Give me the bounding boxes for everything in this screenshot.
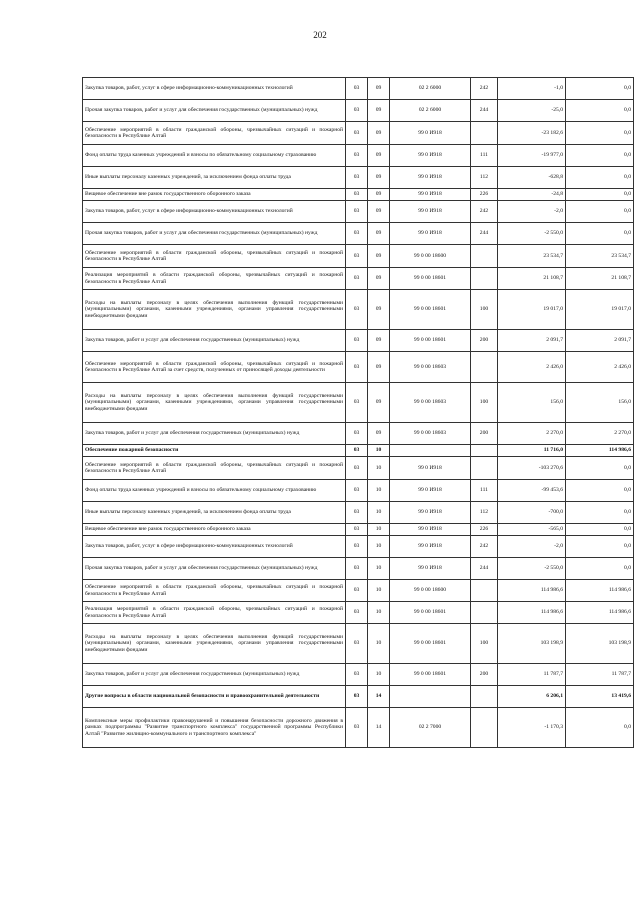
- target-article-code: 99 0 И918: [390, 524, 471, 536]
- subsection-code: 09: [368, 167, 390, 189]
- amount-total: 0,0: [566, 223, 634, 245]
- table-row: [83, 502, 634, 524]
- section-code: 03: [346, 223, 368, 245]
- expense-type-code: 112: [471, 167, 498, 189]
- amount-change: -565,0: [498, 524, 566, 536]
- amount-total: 0,0: [566, 708, 634, 748]
- section-code: 03: [346, 524, 368, 536]
- row-name: Фонд оплаты труда казенных учреждений и взносы по обязательному социальному страхованию: [83, 480, 346, 502]
- row-name: Обеспечение мероприятий в области гражданской обороны, чрезвычайных ситуаций и пожарной безопасности в Республике Алтай: [83, 457, 346, 480]
- row-name: Вещевое обеспечение вне рамок государственного оборонного заказа: [83, 189, 346, 201]
- table-row: [83, 223, 634, 245]
- subsection-code: 10: [368, 502, 390, 524]
- amount-total: 2 426,0: [566, 352, 634, 383]
- amount-change: 11 787,7: [498, 664, 566, 686]
- expense-type-code: 100: [471, 290, 498, 330]
- expense-type-code: 111: [471, 145, 498, 167]
- row-name: Обеспечение мероприятий в области гражданской обороны, чрезвычайных ситуаций и пожарной безопасности в Республике Алтай: [83, 245, 346, 268]
- section-code: 03: [346, 664, 368, 686]
- target-article-code: 99 0 И918: [390, 201, 471, 223]
- target-article-code: 99 0 И918: [390, 223, 471, 245]
- subsection-code: 09: [368, 100, 390, 122]
- expense-type-code: [471, 352, 498, 383]
- expense-type-code: 244: [471, 223, 498, 245]
- amount-change: -24,8: [498, 189, 566, 201]
- row-name: Закупка товаров, работ, услуг в сфере информационно-коммуникационных технологий: [83, 201, 346, 223]
- amount-change: -628,8: [498, 167, 566, 189]
- expense-type-code: 226: [471, 524, 498, 536]
- row-name: Обеспечение мероприятий в области гражданской обороны, чрезвычайных ситуаций и пожарной безопасности в Республике Алтай: [83, 122, 346, 145]
- amount-change: 114 986,6: [498, 602, 566, 624]
- section-code: 03: [346, 502, 368, 524]
- target-article-code: 99 0 00 18601: [390, 664, 471, 686]
- row-name: Фонд оплаты труда казенных учреждений и взносы по обязательному социальному страхованию: [83, 145, 346, 167]
- amount-change: -700,0: [498, 502, 566, 524]
- subsection-code: 10: [368, 480, 390, 502]
- table-row: [83, 78, 634, 100]
- row-name: Закупка товаров, работ, услуг в сфере информационно-коммуникационных технологий: [83, 78, 346, 100]
- amount-total: 156,0: [566, 383, 634, 423]
- amount-change: 11 716,0: [498, 445, 566, 457]
- section-code: 03: [346, 480, 368, 502]
- amount-total: 23 534,7: [566, 245, 634, 268]
- subsection-code: 10: [368, 624, 390, 664]
- subsection-code: 10: [368, 580, 390, 602]
- section-code: 03: [346, 189, 368, 201]
- amount-change: 2 426,0: [498, 352, 566, 383]
- table-row: [83, 536, 634, 558]
- table-row: [83, 352, 634, 383]
- subsection-code: 09: [368, 383, 390, 423]
- target-article-code: 99 0 И918: [390, 536, 471, 558]
- target-article-code: 02 2 6000: [390, 100, 471, 122]
- table-row: [83, 686, 634, 708]
- amount-change: -103 270,6: [498, 457, 566, 480]
- expense-type-code: 244: [471, 558, 498, 580]
- section-code: 03: [346, 122, 368, 145]
- amount-total: 11 787,7: [566, 664, 634, 686]
- section-code: 03: [346, 78, 368, 100]
- subsection-code: 09: [368, 78, 390, 100]
- amount-total: 0,0: [566, 189, 634, 201]
- amount-change: 19 017,0: [498, 290, 566, 330]
- table-row: [83, 602, 634, 624]
- target-article-code: 02 2 6000: [390, 78, 471, 100]
- target-article-code: 99 0 И918: [390, 480, 471, 502]
- target-article-code: 02 2 7000: [390, 708, 471, 748]
- amount-change: -25,0: [498, 100, 566, 122]
- table-row: [83, 167, 634, 189]
- subsection-code: 10: [368, 524, 390, 536]
- subsection-code: 09: [368, 423, 390, 445]
- target-article-code: 99 0 00 18601: [390, 290, 471, 330]
- section-code: 03: [346, 268, 368, 290]
- section-code: 03: [346, 708, 368, 748]
- subsection-code: 09: [368, 268, 390, 290]
- table-row: [83, 524, 634, 536]
- section-code: 03: [346, 167, 368, 189]
- expense-type-code: [471, 457, 498, 480]
- expense-type-code: [471, 580, 498, 602]
- subsection-code: 14: [368, 708, 390, 748]
- amount-change: -2 550,0: [498, 558, 566, 580]
- subsection-code: 09: [368, 201, 390, 223]
- table-row: [83, 100, 634, 122]
- amount-change: -19 977,0: [498, 145, 566, 167]
- row-name: Закупка товаров, работ и услуг для обеспечения государственных (муниципальных) нужд: [83, 330, 346, 352]
- row-name: Расходы на выплаты персоналу в целях обеспечения выполнения функций государственными (муниципальными) органами, казенными учреждениями, органами управления государственными внебюджетными фондами: [83, 383, 346, 423]
- section-code: 03: [346, 245, 368, 268]
- row-name: Прочая закупка товаров, работ и услуг для обеспечения государственных (муниципальных) нужд: [83, 558, 346, 580]
- table-row: [83, 423, 634, 445]
- section-code: 03: [346, 100, 368, 122]
- section-code: 03: [346, 330, 368, 352]
- amount-total: 13 419,6: [566, 686, 634, 708]
- target-article-code: [390, 445, 471, 457]
- subsection-code: 09: [368, 330, 390, 352]
- amount-change: -1,0: [498, 78, 566, 100]
- expense-type-code: 226: [471, 189, 498, 201]
- subsection-code: 10: [368, 664, 390, 686]
- table-row: [83, 290, 634, 330]
- table-row: [83, 145, 634, 167]
- expense-type-code: 242: [471, 536, 498, 558]
- amount-change: 114 986,6: [498, 580, 566, 602]
- subsection-code: 09: [368, 245, 390, 268]
- row-name: Реализация мероприятий в области гражданской обороны, чрезвычайных ситуаций и пожарной безопасности в Республике Алтай: [83, 602, 346, 624]
- section-code: 03: [346, 580, 368, 602]
- table-row: [83, 480, 634, 502]
- table-row: [83, 457, 634, 480]
- section-code: 03: [346, 686, 368, 708]
- section-code: 03: [346, 624, 368, 664]
- amount-change: 2 270,0: [498, 423, 566, 445]
- target-article-code: 99 0 00 18601: [390, 330, 471, 352]
- section-code: 03: [346, 352, 368, 383]
- expense-type-code: 100: [471, 383, 498, 423]
- amount-change: 6 206,1: [498, 686, 566, 708]
- row-name: Прочая закупка товаров, работ и услуг для обеспечения государственных (муниципальных) нужд: [83, 100, 346, 122]
- expense-type-code: [471, 602, 498, 624]
- amount-total: 0,0: [566, 145, 634, 167]
- target-article-code: 99 0 И918: [390, 122, 471, 145]
- table-row: [83, 189, 634, 201]
- amount-change: 2 091,7: [498, 330, 566, 352]
- amount-total: 0,0: [566, 78, 634, 100]
- table-row: [83, 580, 634, 602]
- section-code: 03: [346, 558, 368, 580]
- row-name: Обеспечение пожарной безопасности: [83, 445, 346, 457]
- table-row: [83, 201, 634, 223]
- target-article-code: 99 0 00 18601: [390, 268, 471, 290]
- expense-type-code: 200: [471, 330, 498, 352]
- table-row: [83, 268, 634, 290]
- target-article-code: 99 0 00 18600: [390, 245, 471, 268]
- amount-total: 114 986,6: [566, 580, 634, 602]
- amount-total: 0,0: [566, 122, 634, 145]
- section-code: 03: [346, 602, 368, 624]
- subsection-code: 10: [368, 602, 390, 624]
- expense-type-code: 200: [471, 423, 498, 445]
- amount-total: 103 198,9: [566, 624, 634, 664]
- subsection-code: 14: [368, 686, 390, 708]
- target-article-code: 99 0 И918: [390, 145, 471, 167]
- amount-change: -1 170,3: [498, 708, 566, 748]
- target-article-code: 99 0 00 18601: [390, 624, 471, 664]
- expense-type-code: 111: [471, 480, 498, 502]
- amount-total: 0,0: [566, 457, 634, 480]
- subsection-code: 09: [368, 122, 390, 145]
- section-code: 03: [346, 145, 368, 167]
- amount-total: 21 108,7: [566, 268, 634, 290]
- target-article-code: 99 0 00 18603: [390, 423, 471, 445]
- section-code: 03: [346, 290, 368, 330]
- amount-total: 114 986,6: [566, 445, 634, 457]
- subsection-code: 10: [368, 445, 390, 457]
- subsection-code: 09: [368, 145, 390, 167]
- table-body: [83, 78, 634, 748]
- row-name: Реализация мероприятий в области гражданской обороны, чрезвычайных ситуаций и пожарной безопасности в Республике Алтай: [83, 268, 346, 290]
- section-code: 03: [346, 201, 368, 223]
- target-article-code: 99 0 И918: [390, 457, 471, 480]
- expense-type-code: [471, 445, 498, 457]
- expense-type-code: [471, 708, 498, 748]
- amount-change: 23 534,7: [498, 245, 566, 268]
- row-name: Закупка товаров, работ и услуг для обеспечения государственных (муниципальных) нужд: [83, 423, 346, 445]
- section-code: 03: [346, 536, 368, 558]
- subsection-code: 09: [368, 290, 390, 330]
- row-name: Комплексные меры профилактики правонарушений и повышения безопасности дорожного движения в рамках подпрограммы "Развитие транспортного комплекса" государственной программы Республики Алтай "Развитие жилищно-коммунального и транспортного комплекса": [83, 708, 346, 748]
- expense-type-code: [471, 686, 498, 708]
- section-code: 03: [346, 457, 368, 480]
- table-row: [83, 624, 634, 664]
- expense-type-code: [471, 268, 498, 290]
- table-row: [83, 558, 634, 580]
- amount-total: 2 270,0: [566, 423, 634, 445]
- section-code: 03: [346, 383, 368, 423]
- row-name: Закупка товаров, работ, услуг в сфере информационно-коммуникационных технологий: [83, 536, 346, 558]
- section-code: 03: [346, 423, 368, 445]
- target-article-code: 99 0 00 18603: [390, 383, 471, 423]
- row-name: Иные выплаты персоналу казенных учреждений, за исключением фонда оплаты труда: [83, 167, 346, 189]
- amount-change: -99 453,6: [498, 480, 566, 502]
- subsection-code: 10: [368, 558, 390, 580]
- row-name: Обеспечение мероприятий в области гражданской обороны, чрезвычайных ситуаций и пожарной безопасности в Республике Алтай за счет средств, полученных от приносящей доходы деятельности: [83, 352, 346, 383]
- row-name: Закупка товаров, работ и услуг для обеспечения государственных (муниципальных) нужд: [83, 664, 346, 686]
- row-name: Прочая закупка товаров, работ и услуг для обеспечения государственных (муниципальных) нужд: [83, 223, 346, 245]
- expense-type-code: 244: [471, 100, 498, 122]
- page-number: 202: [313, 30, 327, 40]
- amount-change: -2 550,0: [498, 223, 566, 245]
- table-row: [83, 708, 634, 748]
- subsection-code: 09: [368, 189, 390, 201]
- target-article-code: 99 0 00 18600: [390, 580, 471, 602]
- budget-table: [82, 77, 634, 748]
- row-name: Расходы на выплаты персоналу в целях обеспечения выполнения функций государственными (муниципальными) органами, казенными учреждениями, органами управления государственными внебюджетными фондами: [83, 624, 346, 664]
- subsection-code: 09: [368, 352, 390, 383]
- row-name: Иные выплаты персоналу казенных учреждений, за исключением фонда оплаты труда: [83, 502, 346, 524]
- expense-type-code: 112: [471, 502, 498, 524]
- target-article-code: 99 0 И918: [390, 502, 471, 524]
- target-article-code: 99 0 И918: [390, 558, 471, 580]
- expense-type-code: 100: [471, 624, 498, 664]
- amount-total: 0,0: [566, 201, 634, 223]
- target-article-code: [390, 686, 471, 708]
- amount-total: 0,0: [566, 480, 634, 502]
- amount-change: -23 182,6: [498, 122, 566, 145]
- table-row: [83, 383, 634, 423]
- subsection-code: 10: [368, 457, 390, 480]
- amount-total: 0,0: [566, 536, 634, 558]
- amount-change: 103 198,9: [498, 624, 566, 664]
- section-code: 03: [346, 445, 368, 457]
- subsection-code: 10: [368, 536, 390, 558]
- amount-total: 0,0: [566, 100, 634, 122]
- target-article-code: 99 0 00 18601: [390, 602, 471, 624]
- table-row: [83, 664, 634, 686]
- amount-change: -2,0: [498, 201, 566, 223]
- amount-total: 2 091,7: [566, 330, 634, 352]
- amount-total: 0,0: [566, 524, 634, 536]
- amount-change: -2,0: [498, 536, 566, 558]
- expense-type-code: 242: [471, 78, 498, 100]
- amount-total: 0,0: [566, 167, 634, 189]
- row-name: Вещевое обеспечение вне рамок государственного оборонного заказа: [83, 524, 346, 536]
- amount-change: 21 108,7: [498, 268, 566, 290]
- row-name: Обеспечение мероприятий в области гражданской обороны, чрезвычайных ситуаций и пожарной безопасности в Республике Алтай: [83, 580, 346, 602]
- expense-type-code: [471, 245, 498, 268]
- row-name: Расходы на выплаты персоналу в целях обеспечения выполнения функций государственными (муниципальными) органами, казенными учреждениями, органами управления государственными внебюджетными фондами: [83, 290, 346, 330]
- expense-type-code: 242: [471, 201, 498, 223]
- expense-type-code: [471, 122, 498, 145]
- subsection-code: 09: [368, 223, 390, 245]
- amount-total: 19 017,0: [566, 290, 634, 330]
- amount-total: 114 986,6: [566, 602, 634, 624]
- amount-total: 0,0: [566, 502, 634, 524]
- table-row: [83, 330, 634, 352]
- amount-total: 0,0: [566, 558, 634, 580]
- row-name: Другие вопросы в области национальной безопасности и правоохранительной деятельности: [83, 686, 346, 708]
- amount-change: 156,0: [498, 383, 566, 423]
- target-article-code: 99 0 00 18603: [390, 352, 471, 383]
- target-article-code: 99 0 И918: [390, 189, 471, 201]
- expense-type-code: 200: [471, 664, 498, 686]
- target-article-code: 99 0 И918: [390, 167, 471, 189]
- table-row: [83, 245, 634, 268]
- table-row: [83, 122, 634, 145]
- table-row: [83, 445, 634, 457]
